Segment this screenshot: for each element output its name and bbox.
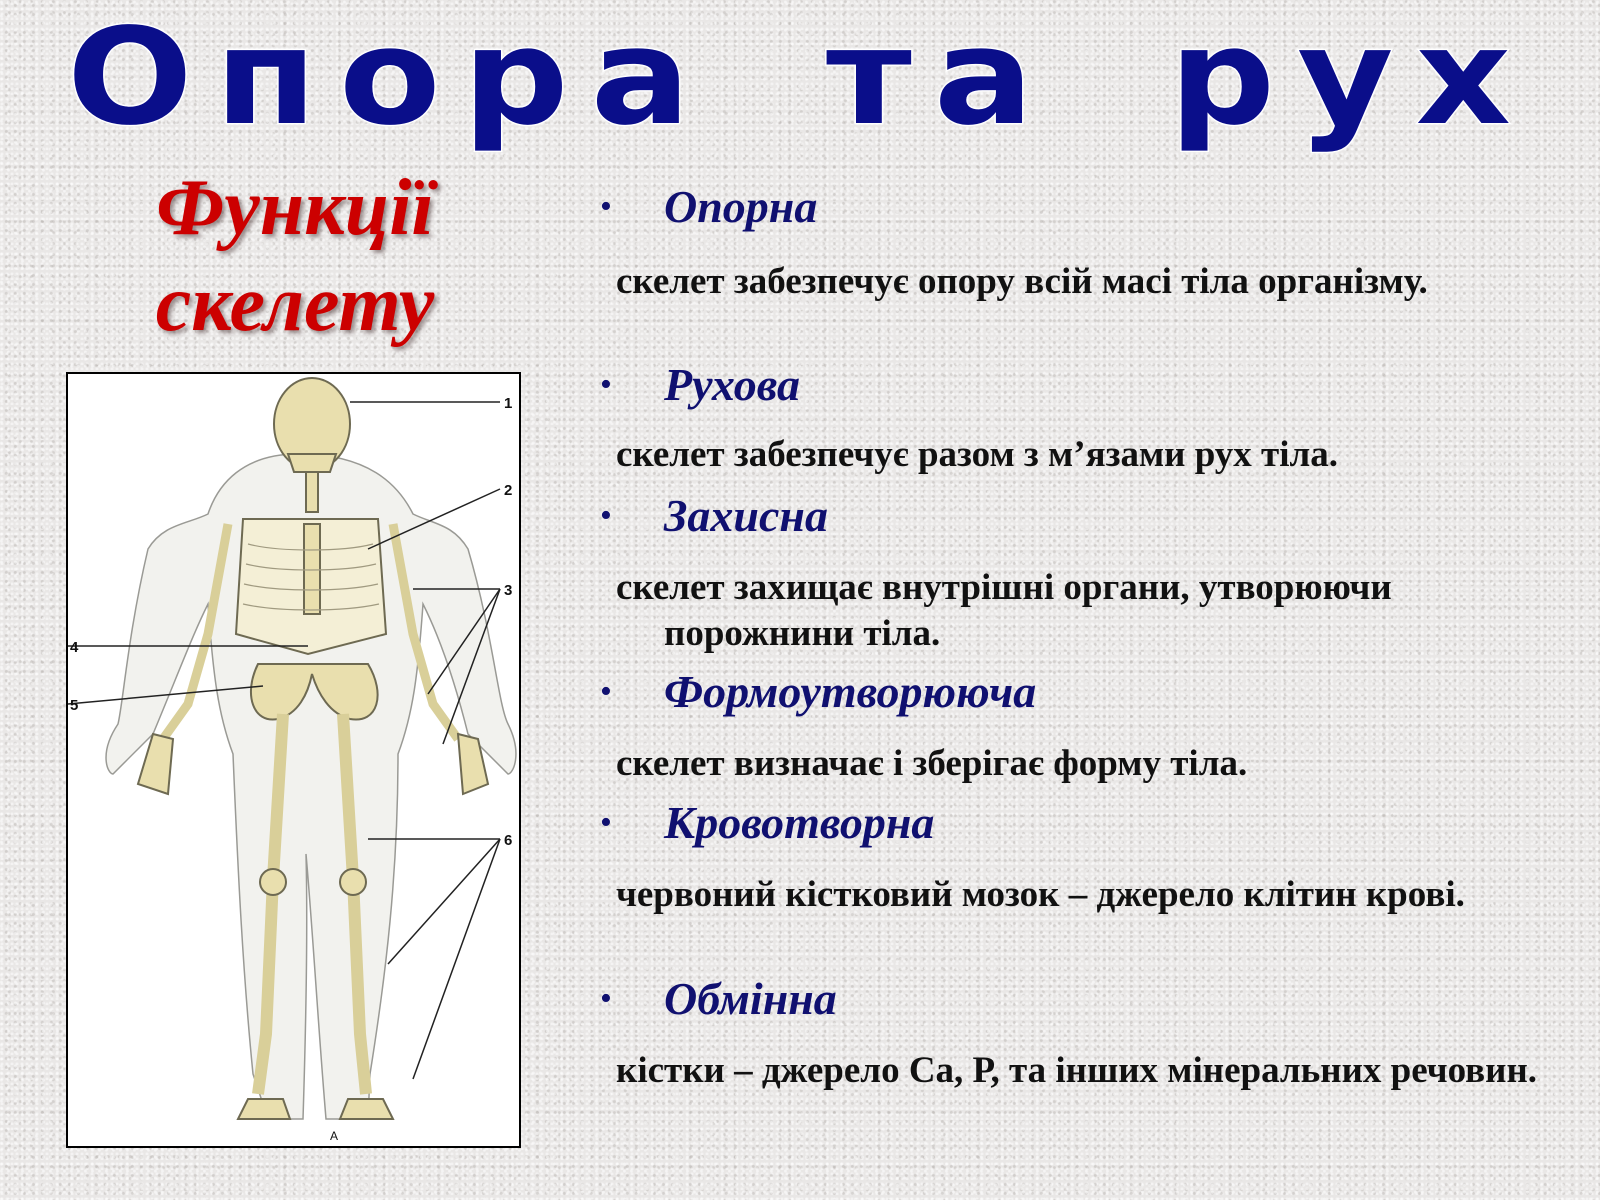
bullet-icon: •	[600, 497, 612, 534]
function-name: Формоутворююча	[664, 666, 1037, 717]
function-item	[600, 489, 1560, 561]
skeleton-illustration	[68, 374, 519, 1146]
bullet-icon: •	[600, 366, 612, 403]
function-description: скелет захищає внутрішні органи, утворюючи порожнини тіла.	[616, 567, 1392, 654]
function-item	[600, 972, 1560, 1044]
function-description: скелет забезпечує разом з м’язами рух тіла.	[616, 434, 1339, 475]
function-description: кістки – джерело Са, Р, та інших мінеральних речовин.	[616, 1050, 1538, 1091]
figure-caption: А	[330, 1129, 339, 1143]
bullet-icon: •	[600, 673, 612, 710]
skeleton-diagram	[66, 372, 521, 1148]
bullet-icon: •	[600, 980, 612, 1017]
label-5: 5	[70, 697, 79, 714]
function-name: Обмінна	[664, 973, 837, 1024]
bullet-icon: •	[600, 804, 612, 841]
function-description: скелет забезпечує опору всій масі тіла організму.	[616, 261, 1428, 302]
slide-title: Опора та рух	[66, 0, 1534, 155]
label-6: 6	[504, 832, 513, 849]
function-name: Рухова	[664, 359, 801, 410]
label-1: 1	[504, 395, 513, 412]
skeleton-functions-heading: Функції скелету	[155, 164, 435, 348]
function-name: Кровотворна	[664, 797, 935, 848]
function-item	[600, 665, 1560, 737]
functions-list	[600, 180, 1560, 1094]
function-item	[600, 358, 1560, 428]
label-4: 4	[70, 639, 79, 656]
function-description: червоний кістковий мозок – джерело клітин крові.	[616, 874, 1465, 915]
function-item	[600, 180, 1560, 255]
function-description: скелет визначає і зберігає форму тіла.	[616, 743, 1248, 784]
bullet-icon: •	[600, 188, 612, 225]
label-2: 2	[504, 482, 513, 499]
function-name: Захисна	[664, 490, 828, 541]
label-3: 3	[504, 582, 513, 599]
function-item	[600, 796, 1560, 868]
function-name: Опорна	[664, 181, 818, 232]
